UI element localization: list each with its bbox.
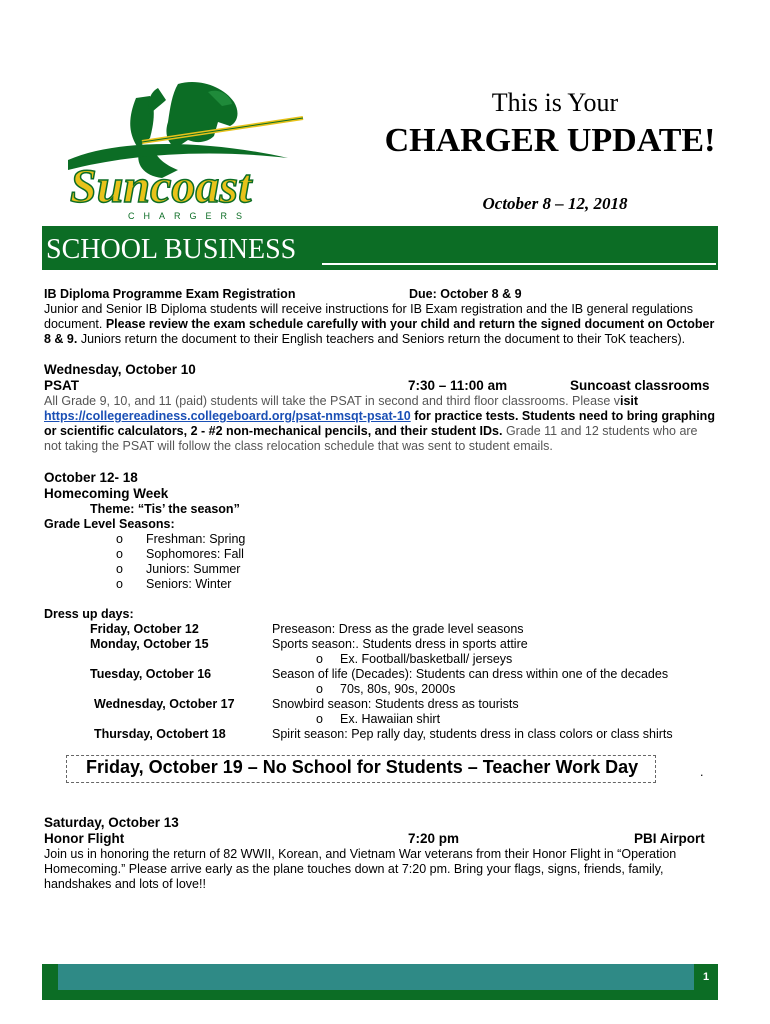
dress-sub-label: Ex. Football/basketball/ jerseys [340,652,513,666]
footer-bottom-bar [42,990,718,1000]
suncoast-chargers-logo [58,78,308,223]
psat-text-2 [44,409,715,424]
dress-sub [316,712,440,727]
homecoming-theme: Theme: “Tis’ the season” [90,502,240,516]
honor-title: Honor Flight [44,831,125,846]
psat-text-1b: isit [620,394,639,408]
homecoming-dates: October 12- 18 [44,470,138,485]
bullet: o [116,562,123,576]
psat-time: 7:30 – 11:00 am [408,378,508,393]
dress-desc: Spirit season: Pep rally day, students dress in class colors or class shirts [272,727,673,741]
honor-time: 7:20 pm [408,831,460,846]
bullet: o [316,682,323,696]
ib-heading: IB Diploma Programme Exam Registration [44,287,296,301]
honor-text-1: Join us in honoring the return of 82 WWII, Korean, and Vietnam War veterans from their Honor Flight in “Operation [44,847,677,861]
seasons-label: Grade Level Seasons: [44,517,175,531]
svg-text:Suncoast: Suncoast [70,160,252,213]
ib-text-3a: 8 & 9. [44,332,78,346]
dress-desc: Preseason: Dress as the grade level seasons [272,622,524,636]
psat-day: Wednesday, October 10 [44,362,196,377]
season-label: Juniors: Summer [146,562,241,576]
ib-text-1: Junior and Senior IB Diploma students will receive instructions for IB Exam registration and the IB general regulations [44,302,693,316]
season-item [116,532,245,547]
dress-desc: Snowbird season: Students dress as tourists [272,697,519,711]
svg-text:CHARGERS: CHARGERS [128,211,252,221]
dress-label: Dress up days: [44,607,134,621]
honor-location: PBI Airport [634,831,705,846]
section-title-rule [322,263,716,265]
psat-text-2b: for practice tests. Students need to bring graphing [410,409,715,423]
psat-location: Suncoast classrooms [570,378,710,393]
ib-text-2a: document. [44,317,106,331]
bullet: o [116,577,123,591]
header-date: October 8 – 12, 2018 [482,194,628,213]
page-number: 1 [702,971,710,983]
footer-accent [58,964,694,990]
psat-title: PSAT [44,378,80,393]
season-label: Freshman: Spring [146,532,246,546]
friday-notice: Friday, October 19 – No School for Students – Teacher Work Day [86,757,639,777]
dress-sub [316,682,455,697]
section-title: SCHOOL BUSINESS [46,234,297,265]
ib-text-3b: Juniors return the document to their English teachers and Seniors return the document to their ToK teachers). [77,332,686,346]
honor-day: Saturday, October 13 [44,815,179,830]
psat-text-1a: All Grade 9, 10, and 11 (paid) students will take the PSAT in second and third floor classrooms. Please v [44,394,620,408]
dress-sub-label: 70s, 80s, 90s, 2000s [340,682,456,696]
stray-period: . [700,765,704,779]
dress-day: Monday, October 15 [90,637,209,651]
dress-day: Tuesday, October 16 [90,667,212,681]
psat-text-3 [44,424,698,439]
psat-text-3a: or scientific calculators, 2 - #2 non-mechanical pencils, and their student IDs. [44,424,503,438]
psat-text-1 [44,394,638,409]
bullet: o [116,547,123,561]
ib-text-2 [44,317,714,332]
season-label: Sophomores: Fall [146,547,244,561]
psat-text-3b: Grade 11 and 12 students who are [502,424,698,438]
dress-day: Thursday, Octobert 18 [94,727,226,741]
dress-sub-label: Ex. Hawaiian shirt [340,712,441,726]
ib-text-2b: Please review the exam schedule carefully with your child and return the signed document on October [105,317,715,331]
psat-practice-link[interactable]: https://collegereadiness.collegeboard.org/psat-nmsqt-psat-10 [44,409,411,423]
dress-day: Wednesday, October 17 [94,697,235,711]
ib-text-3 [44,332,685,347]
season-item [116,562,240,577]
dress-sub [316,652,512,667]
honor-text-3: handshakes and lots of love!! [44,877,206,891]
header-line-1: This is Your [491,88,619,117]
ib-due: Due: October 8 & 9 [409,287,522,301]
dress-desc: Season of life (Decades): Students can dress within one of the decades [272,667,669,681]
dress-day: Friday, October 12 [90,622,199,636]
bullet: o [316,652,323,666]
season-item [116,577,231,592]
season-item [116,547,244,562]
dress-desc: Sports season:. Students dress in sports attire [272,637,528,651]
homecoming-title: Homecoming Week [44,486,169,501]
bullet: o [116,532,123,546]
header-line-2: CHARGER UPDATE! [384,122,716,159]
season-label: Seniors: Winter [146,577,232,591]
honor-text-2: Homecoming.” Please arrive early as the plane touches down at 7:20 pm. Bring your flags, signs, friends, family, [44,862,664,876]
bullet: o [316,712,323,726]
psat-text-4: not taking the PSAT will follow the class relocation schedule that was sent to student emails. [44,439,553,453]
